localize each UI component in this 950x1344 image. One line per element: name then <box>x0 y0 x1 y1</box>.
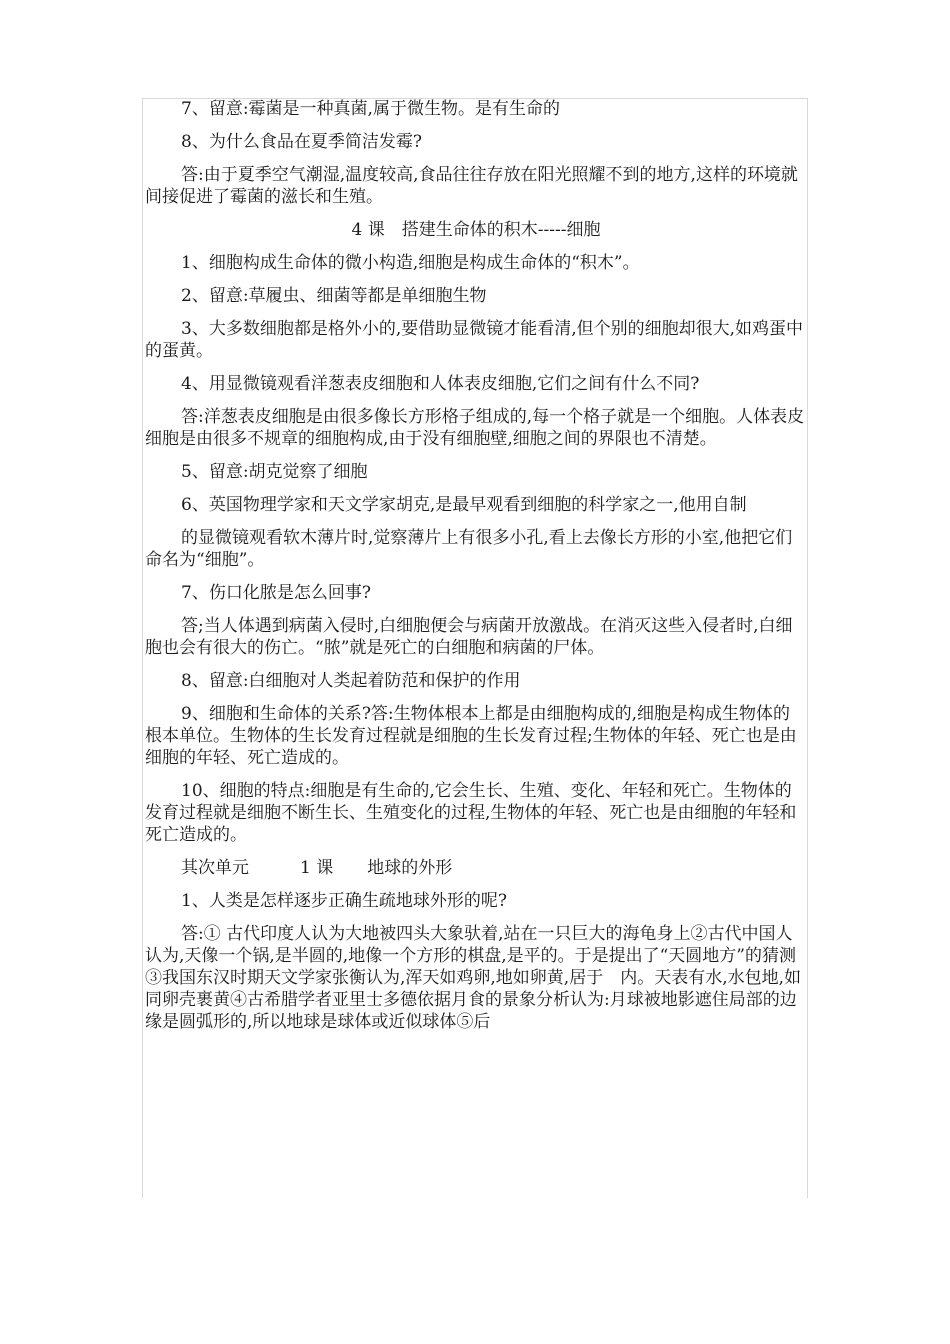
paragraph: 1、细胞构成生命体的微小构造,细胞是构成生命体的“积木”。 <box>181 253 640 273</box>
paragraph: 8、留意:白细胞对人类起着防范和保护的作用 <box>181 671 521 691</box>
paragraph: 1、人类是怎样逐步正确生疏地球外形的呢? <box>181 891 507 911</box>
paragraph: 答:① 古代印度人认为大地被四头大象驮着,站在一只巨大的海龟身上②古代中国人认为,天像一个锅,是半圆的,地像一个方形的棋盘,是平的。于是提出了“天圆地方”的猜测③我国东汉时期天文学家张衡认为,浑天如鸡卵,地如卵黄,居于 内。天表有水,水包地,如同卵壳裹黄④古希腊学者亚里士多德依据月食的景象分析认为:月球被地影遮住局部的边缘是圆弧形的,所以地球是球体或近似球体⑤后 <box>145 924 802 1032</box>
paragraph: 答;当人体遇到病菌入侵时,白细胞便会与病菌开放激战。在消灭这些入侵者时,白细胞也会有很大的伤亡。“脓”就是死亡的白细胞和病菌的尸体。 <box>145 616 793 658</box>
paragraph: 10、细胞的特点:细胞是有生命的,它会生长、生殖、变化、年轻和死亡。生物体的发育过程就是细胞不断生长、生殖变化的过程,生物体的年轻、死亡也是由细胞的年轻和死亡造成的。 <box>145 781 797 845</box>
document-body <box>145 98 807 1044</box>
paragraph: 2、留意:草履虫、细菌等都是单细胞生物 <box>181 286 487 306</box>
paragraph: 4、用显微镜观看洋葱表皮细胞和人体表皮细胞,它们之间有什么不同? <box>181 374 700 394</box>
lesson-heading: 4 课 搭建生命体的积木-----细胞 <box>351 220 601 240</box>
paragraph: 8、为什么食品在夏季简洁发霉? <box>181 132 422 152</box>
paragraph: 5、留意:胡克觉察了细胞 <box>181 462 368 482</box>
paragraph: 答:洋葱表皮细胞是由很多像长方形格子组成的,每一个格子就是一个细胞。人体表皮细胞是由很多不规章的细胞构成,由于没有细胞壁,细胞之间的界限也不清楚。 <box>145 407 805 449</box>
section-heading: 其次单元 1 课 地球的外形 <box>181 858 453 878</box>
paragraph: 3、大多数细胞都是格外小的,要借助显微镜才能看清,但个别的细胞却很大,如鸡蛋中的蛋黄。 <box>145 319 804 361</box>
paragraph: 7、伤口化脓是怎么回事? <box>181 583 371 603</box>
paragraph: 答:由于夏季空气潮湿,温度较高,食品往往存放在阳光照耀不到的地方,这样的环境就间接促进了霉菌的滋长和生殖。 <box>145 165 798 207</box>
paragraph: 9、细胞和生命体的关系?答:生物体根本上都是由细胞构成的,细胞是构成生物体的根本单位。生物体的生长发育过程就是细胞的生长发育过程;生物体的年轻、死亡也是由细胞的年轻、死亡造成的。 <box>145 704 797 768</box>
paragraph: 7、留意:霉菌是一种真菌,属于微生物。是有生命的 <box>181 99 560 119</box>
paragraph: 的显微镜观看软木薄片时,觉察薄片上有很多小孔,看上去像长方形的小室,他把它们命名为“细胞”。 <box>145 528 793 570</box>
paragraph: 6、英国物理学家和天文学家胡克,是最早观看到细胞的科学家之一,他用自制 <box>181 495 747 515</box>
